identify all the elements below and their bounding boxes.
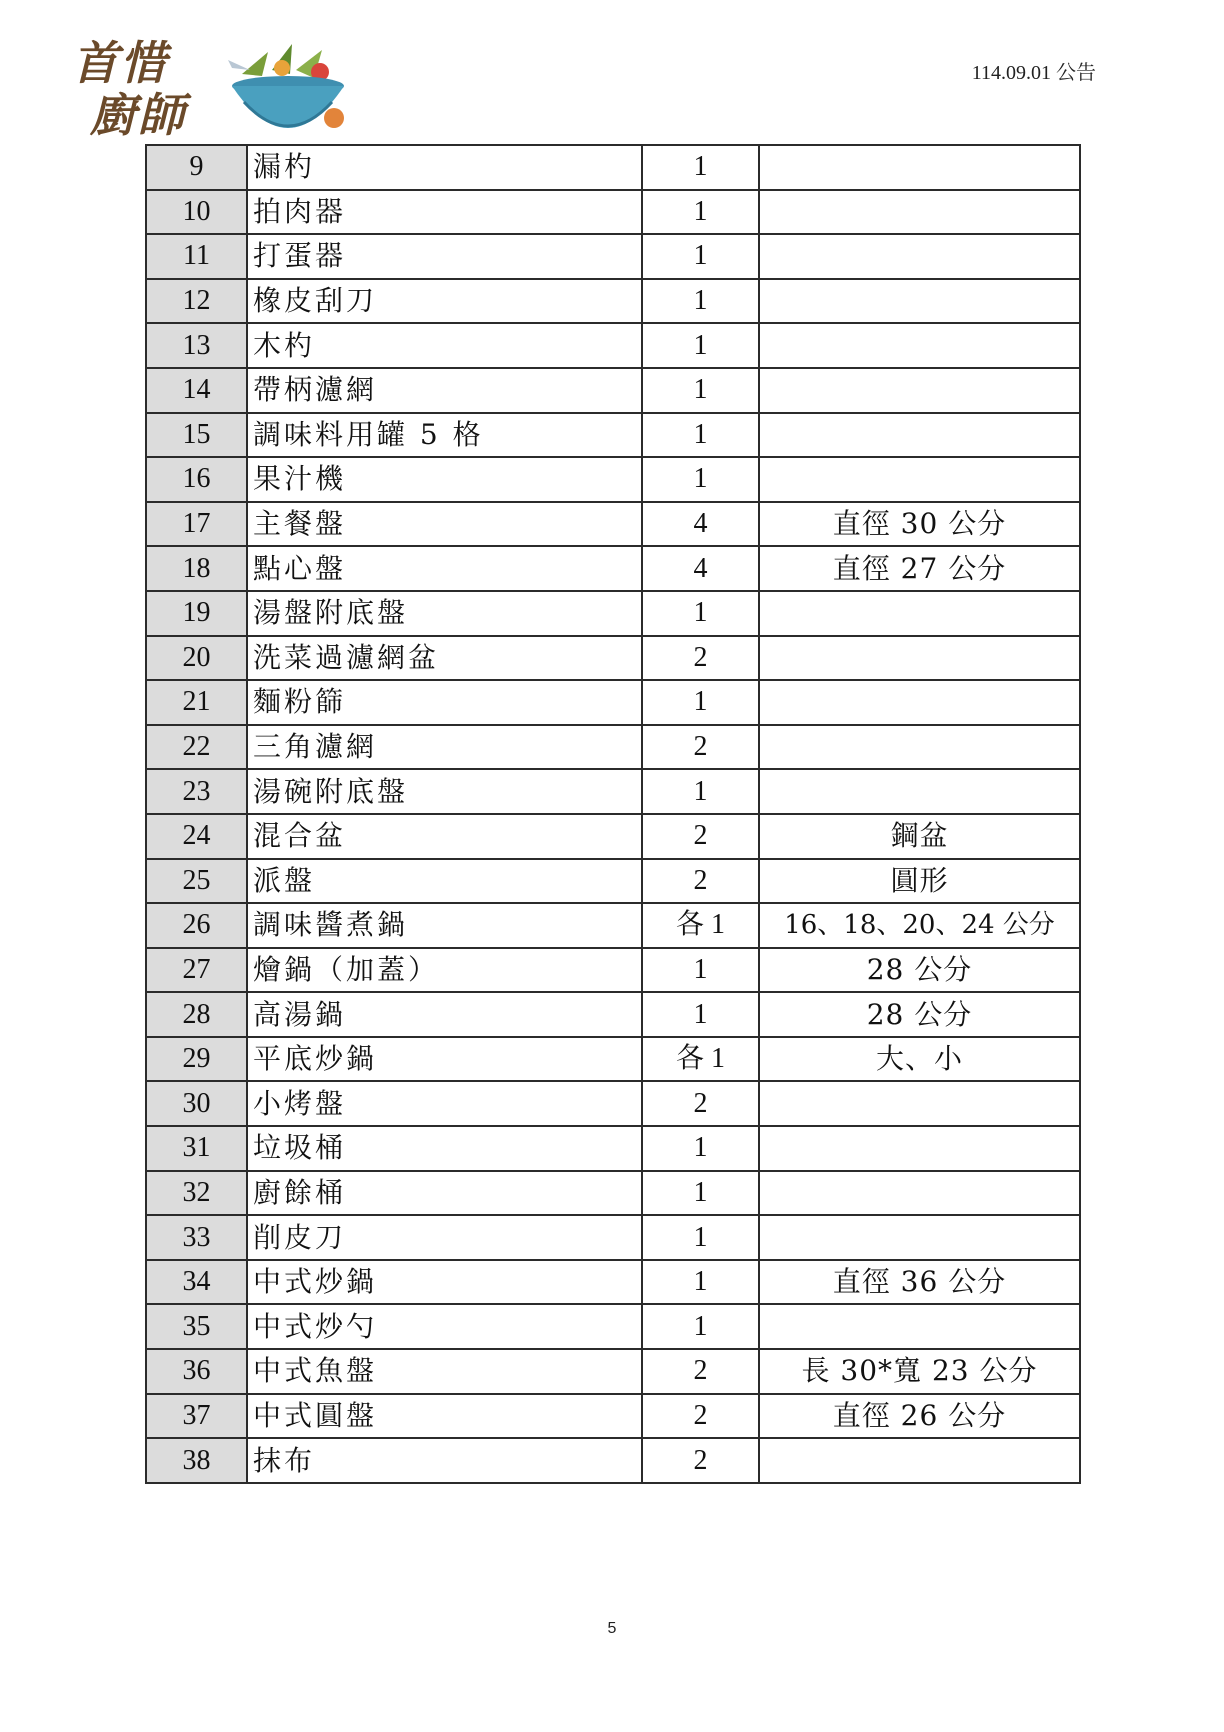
item-note	[759, 145, 1080, 190]
item-name: 主餐盤	[247, 502, 642, 547]
table-row	[146, 814, 1080, 859]
item-name: 漏杓	[247, 145, 642, 190]
item-number: 33	[146, 1215, 247, 1260]
item-note: 16、18、20、24 公分	[759, 903, 1080, 948]
item-number: 18	[146, 546, 247, 591]
item-number: 35	[146, 1304, 247, 1349]
item-number: 26	[146, 903, 247, 948]
brand-logo	[62, 30, 342, 150]
item-note	[759, 1081, 1080, 1126]
item-note: 直徑 26 公分	[759, 1394, 1080, 1439]
item-note: 圓形	[759, 859, 1080, 904]
table-row	[146, 546, 1080, 591]
table-row	[146, 1394, 1080, 1439]
table-row	[146, 234, 1080, 279]
item-note	[759, 413, 1080, 458]
item-number: 16	[146, 457, 247, 502]
announcement-date: 114.09.01 公告	[971, 62, 1096, 84]
item-quantity: 1	[642, 769, 759, 814]
table-row	[146, 1081, 1080, 1126]
item-quantity: 2	[642, 1394, 759, 1439]
item-name: 垃圾桶	[247, 1126, 642, 1171]
equipment-table-body	[146, 145, 1080, 1483]
item-note	[759, 591, 1080, 636]
item-name: 廚餘桶	[247, 1171, 642, 1216]
item-number: 22	[146, 725, 247, 770]
table-row	[146, 145, 1080, 190]
item-quantity: 1	[642, 145, 759, 190]
item-number: 14	[146, 368, 247, 413]
table-row	[146, 725, 1080, 770]
table-row	[146, 1126, 1080, 1171]
item-name: 湯碗附底盤	[247, 769, 642, 814]
item-note: 直徑 27 公分	[759, 546, 1080, 591]
item-name: 點心盤	[247, 546, 642, 591]
item-quantity: 1	[642, 680, 759, 725]
item-note: 直徑 36 公分	[759, 1260, 1080, 1305]
item-note	[759, 636, 1080, 681]
item-quantity: 2	[642, 636, 759, 681]
item-note	[759, 1126, 1080, 1171]
item-name: 高湯鍋	[247, 992, 642, 1037]
item-note	[759, 680, 1080, 725]
item-name: 抹布	[247, 1438, 642, 1483]
item-number: 28	[146, 992, 247, 1037]
table-row	[146, 190, 1080, 235]
item-quantity: 1	[642, 591, 759, 636]
item-note: 28 公分	[759, 948, 1080, 993]
item-quantity: 1	[642, 948, 759, 993]
item-quantity: 1	[642, 1215, 759, 1260]
item-quantity: 1	[642, 1260, 759, 1305]
table-row	[146, 948, 1080, 993]
item-name: 果汁機	[247, 457, 642, 502]
item-name: 中式魚盤	[247, 1349, 642, 1394]
table-row	[146, 1304, 1080, 1349]
table-row	[146, 859, 1080, 904]
item-name: 削皮刀	[247, 1215, 642, 1260]
item-quantity: 2	[642, 859, 759, 904]
table-row	[146, 279, 1080, 324]
item-note	[759, 769, 1080, 814]
item-name: 三角濾網	[247, 725, 642, 770]
item-note	[759, 234, 1080, 279]
logo-text-line2: 廚師	[90, 88, 186, 142]
table-row	[146, 636, 1080, 681]
item-quantity: 2	[642, 1438, 759, 1483]
table-row	[146, 1037, 1080, 1082]
item-note	[759, 1304, 1080, 1349]
item-quantity: 1	[642, 279, 759, 324]
item-note	[759, 323, 1080, 368]
item-quantity: 2	[642, 814, 759, 859]
item-name: 打蛋器	[247, 234, 642, 279]
logo-text-line1: 首惜	[72, 36, 168, 90]
item-note: 鋼盆	[759, 814, 1080, 859]
table-row	[146, 323, 1080, 368]
item-note: 長 30*寬 23 公分	[759, 1349, 1080, 1394]
item-name: 調味醬煮鍋	[247, 903, 642, 948]
table-row	[146, 1260, 1080, 1305]
item-quantity: 1	[642, 368, 759, 413]
page-number: 5	[607, 1620, 617, 1637]
item-name: 麵粉篩	[247, 680, 642, 725]
item-note	[759, 457, 1080, 502]
item-number: 20	[146, 636, 247, 681]
table-row	[146, 591, 1080, 636]
item-name: 帶柄濾網	[247, 368, 642, 413]
table-row	[146, 1349, 1080, 1394]
table-row	[146, 1215, 1080, 1260]
item-number: 37	[146, 1394, 247, 1439]
table-row	[146, 502, 1080, 547]
item-quantity: 2	[642, 1081, 759, 1126]
item-note: 直徑 30 公分	[759, 502, 1080, 547]
item-name: 木杓	[247, 323, 642, 368]
item-note	[759, 1215, 1080, 1260]
table-row	[146, 1171, 1080, 1216]
item-number: 12	[146, 279, 247, 324]
item-note	[759, 368, 1080, 413]
item-quantity: 1	[642, 323, 759, 368]
item-number: 38	[146, 1438, 247, 1483]
table-row	[146, 903, 1080, 948]
item-note	[759, 279, 1080, 324]
item-name: 平底炒鍋	[247, 1037, 642, 1082]
item-quantity: 1	[642, 234, 759, 279]
item-number: 36	[146, 1349, 247, 1394]
item-number: 13	[146, 323, 247, 368]
item-name: 拍肉器	[247, 190, 642, 235]
item-note	[759, 725, 1080, 770]
table-row	[146, 413, 1080, 458]
item-quantity: 各 1	[642, 903, 759, 948]
item-name: 中式炒鍋	[247, 1260, 642, 1305]
item-note	[759, 1171, 1080, 1216]
item-number: 19	[146, 591, 247, 636]
item-note: 28 公分	[759, 992, 1080, 1037]
item-name: 中式圓盤	[247, 1394, 642, 1439]
item-number: 25	[146, 859, 247, 904]
item-quantity: 1	[642, 992, 759, 1037]
item-quantity: 1	[642, 457, 759, 502]
item-quantity: 1	[642, 1304, 759, 1349]
item-quantity: 4	[642, 502, 759, 547]
item-note: 大、小	[759, 1037, 1080, 1082]
item-note	[759, 190, 1080, 235]
item-quantity: 各 1	[642, 1037, 759, 1082]
item-number: 9	[146, 145, 247, 190]
item-number: 32	[146, 1171, 247, 1216]
equipment-table	[145, 144, 1081, 1484]
vegetable-bowl-icon	[222, 40, 352, 150]
item-number: 24	[146, 814, 247, 859]
item-quantity: 1	[642, 190, 759, 235]
item-quantity: 2	[642, 1349, 759, 1394]
item-name: 派盤	[247, 859, 642, 904]
table-row	[146, 457, 1080, 502]
item-note	[759, 1438, 1080, 1483]
item-quantity: 4	[642, 546, 759, 591]
item-name: 橡皮刮刀	[247, 279, 642, 324]
item-number: 27	[146, 948, 247, 993]
item-number: 34	[146, 1260, 247, 1305]
item-name: 燴鍋（加蓋）	[247, 948, 642, 993]
table-row	[146, 1438, 1080, 1483]
item-name: 小烤盤	[247, 1081, 642, 1126]
item-name: 洗菜過濾網盆	[247, 636, 642, 681]
item-name: 混合盆	[247, 814, 642, 859]
item-name: 調味料用罐 5 格	[247, 413, 642, 458]
item-number: 15	[146, 413, 247, 458]
table-row	[146, 769, 1080, 814]
item-number: 30	[146, 1081, 247, 1126]
table-row	[146, 368, 1080, 413]
item-number: 21	[146, 680, 247, 725]
item-number: 11	[146, 234, 247, 279]
item-name: 中式炒勺	[247, 1304, 642, 1349]
item-number: 31	[146, 1126, 247, 1171]
table-row	[146, 992, 1080, 1037]
item-number: 10	[146, 190, 247, 235]
item-number: 29	[146, 1037, 247, 1082]
item-quantity: 1	[642, 1126, 759, 1171]
item-number: 17	[146, 502, 247, 547]
item-number: 23	[146, 769, 247, 814]
item-quantity: 2	[642, 725, 759, 770]
item-quantity: 1	[642, 413, 759, 458]
table-row	[146, 680, 1080, 725]
item-name: 湯盤附底盤	[247, 591, 642, 636]
item-quantity: 1	[642, 1171, 759, 1216]
